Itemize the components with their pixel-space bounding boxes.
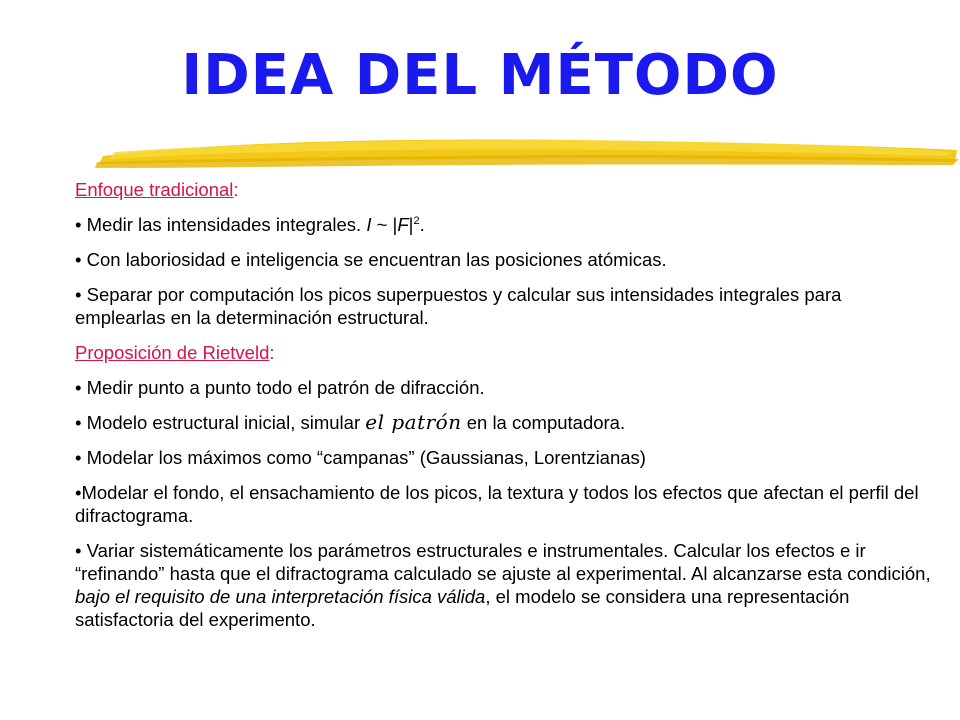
title-underline-stroke [95,128,960,176]
page-title: IDEA DEL MÉTODO [181,43,779,108]
heading-colon: : [233,179,239,200]
bullet-vary-parameters [75,539,935,631]
exponent: 2 [413,214,420,227]
heading-colon: : [269,342,275,363]
tilde-text: ~ | [371,214,398,235]
section-heading-traditional [75,178,935,201]
variable-f: F [397,214,409,235]
abs-bar: | [408,214,414,235]
heading-traditional: Enfoque tradicional [75,179,234,200]
section-heading-rietveld [75,341,935,364]
slide-body [75,178,935,643]
bullet-model-maxima: • Modelar los máximos como “campanas” (Gaussianas, Lorentzianas) [75,447,646,468]
variable-i: I [366,214,372,235]
bullet-model-background: •Modelar el fondo, el ensachamiento de los picos, la textura y todos los efectos que afectan el perfil del difractograma. [75,482,919,526]
bullet-positions: • Con laboriosidad e inteligencia se encuentran las posiciones atómicas. [75,249,667,270]
bullet-intensities [75,213,935,236]
italic-requirement: bajo el requisito de una interpretación física válida [75,586,486,607]
bullet-text: • Modelo estructural inicial, simular [75,412,366,433]
bullet-measure-points: • Medir punto a punto todo el patrón de difracción. [75,377,485,398]
bullet-initial-model [75,411,935,434]
period: . [419,214,425,235]
bullet-separate-peaks: • Separar por computación los picos superpuestos y calcular sus intensidades integrales para emplearlas en la determinación estructural. [75,284,842,328]
script-text: el patrón [365,410,462,434]
bullet-text-end: en la computadora. [461,412,626,433]
heading-rietveld: Proposición de Rietveld [75,342,270,363]
bullet-text: • Medir las intensidades integrales. [75,214,367,235]
bullet-text-end: , el modelo se considera una representación satisfactoria del experimento. [75,586,850,630]
bullet-text: • Variar sistemáticamente los parámetros estructurales e instrumentales. Calcular los efectos e ir “refinando” hasta que el difractograma calculado se ajuste al experimental. Al alcanzarse esta condición, [75,540,931,584]
